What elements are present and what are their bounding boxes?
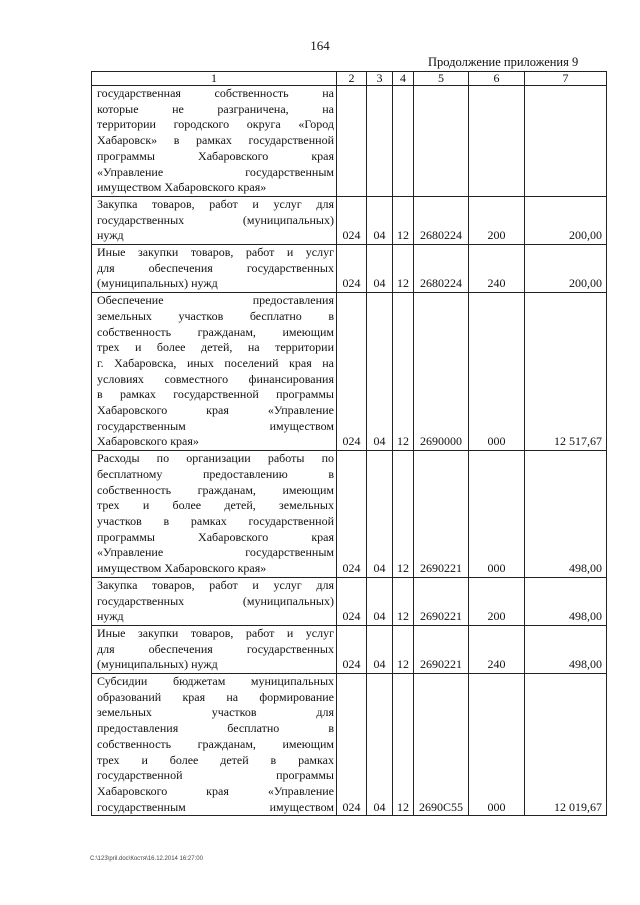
table-body [92,86,607,816]
cell-target-article: 2680224 [414,245,469,293]
description-line: собственность гражданам, имеющим [97,482,334,497]
cell-target-article: 2690221 [414,451,469,578]
description-line: образований края на формирование [97,689,334,704]
description-line: государственная собственность на [97,86,334,100]
description-line: государственных (муниципальных) [97,212,334,227]
header-col-2: 2 [337,72,367,86]
description-line: в рамках государственной программы [97,387,334,402]
table-row [92,196,607,244]
header-col-5: 5 [414,72,469,86]
file-path-footer: C:\123\pril.doc\Костя\16.12.2014 16:27:00 [90,856,203,862]
description-line: «Управление государственным [97,164,334,179]
cell-expense-type: 200 [469,577,525,625]
table-row [92,625,607,673]
cell-ministry-code: 024 [337,451,367,578]
cell-target-article [414,86,469,197]
header-col-4: 4 [393,72,414,86]
description-line: для обеспечения государственных [97,641,334,656]
description-line: земельных участков для [97,705,334,720]
table-row [92,245,607,293]
description-line: «Управление государственным [97,545,334,560]
description-line: Хабаровского края «Управление [97,403,334,418]
cell-expense-type [469,86,525,197]
cell-subsection-code: 12 [393,577,414,625]
cell-ministry-code [337,86,367,197]
budget-table [91,71,607,816]
header-col-6: 6 [469,72,525,86]
cell-section-code: 04 [367,196,393,244]
cell-subsection-code [393,86,414,197]
cell-ministry-code: 024 [337,625,367,673]
cell-amount: 200,00 [525,196,607,244]
cell-ministry-code: 024 [337,196,367,244]
cell-amount [525,86,607,197]
row-description [92,86,337,197]
description-line: Закупка товаров, работ и услуг для [97,196,334,211]
cell-amount: 498,00 [525,451,607,578]
description-line: г. Хабаровска, иных поселений края на [97,355,334,370]
cell-target-article: 2690221 [414,625,469,673]
description-line: трех и более детей в рамках [97,752,334,767]
description-line: Хабаровского края «Управление [97,783,334,798]
cell-amount: 12 019,67 [525,674,607,816]
cell-target-article: 2690С55 [414,674,469,816]
description-line: трех и более детей, земельных [97,498,334,513]
cell-subsection-code: 12 [393,196,414,244]
description-line: Обеспечение предоставления [97,293,334,308]
description-line: для обеспечения государственных [97,260,334,275]
cell-expense-type: 000 [469,451,525,578]
description-line: Расходы по организации работы по [97,451,334,466]
row-description [92,577,337,625]
description-line: Хабаровск» в рамках государственной [97,133,334,148]
cell-ministry-code: 024 [337,293,367,451]
appendix-continuation-label: Продолжение приложения 9 [428,55,579,69]
description-line: территории городского округа «Город [97,117,334,132]
description-line: программы Хабаровского края [97,529,334,544]
description-line: государственным имуществом [97,418,334,433]
description-line: имуществом Хабаровского края» [97,561,267,576]
cell-subsection-code: 12 [393,245,414,293]
cell-section-code: 04 [367,674,393,816]
row-description [92,196,337,244]
cell-section-code [367,86,393,197]
row-description [92,674,337,816]
description-line: нужд [97,609,124,624]
cell-target-article: 2680224 [414,196,469,244]
description-line: Иные закупки товаров, работ и услуг [97,245,334,260]
page-number: 164 [310,38,330,53]
description-line: бесплатному предоставлению в [97,466,334,481]
cell-amount: 498,00 [525,625,607,673]
description-line: государственных (муниципальных) [97,593,334,608]
description-line: государственным имуществом [97,799,334,814]
cell-subsection-code: 12 [393,674,414,816]
row-description [92,293,337,451]
cell-expense-type: 240 [469,625,525,673]
table-row [92,451,607,578]
cell-expense-type: 240 [469,245,525,293]
cell-subsection-code: 12 [393,293,414,451]
cell-expense-type: 000 [469,293,525,451]
cell-amount: 498,00 [525,577,607,625]
table-row [92,293,607,451]
table-row [92,674,607,816]
table-header-row [92,72,607,86]
description-line: собственность гражданам, имеющим [97,324,334,339]
description-line: Хабаровского края» [97,434,199,449]
description-line: Закупка товаров, работ и услуг для [97,577,334,592]
cell-ministry-code: 024 [337,674,367,816]
description-line: Субсидии бюджетам муниципальных [97,674,334,689]
cell-amount: 12 517,67 [525,293,607,451]
row-description [92,625,337,673]
description-line: нужд [97,228,124,243]
cell-subsection-code: 12 [393,451,414,578]
header-col-7: 7 [525,72,607,86]
description-line: трех и более детей, на территории [97,340,334,355]
description-line: собственность гражданам, имеющим [97,736,334,751]
description-line: предоставления бесплатно в [97,721,334,736]
header-col-1: 1 [92,72,337,86]
description-line: участков в рамках государственной [97,513,334,528]
cell-section-code: 04 [367,293,393,451]
cell-expense-type: 200 [469,196,525,244]
description-line: имуществом Хабаровского края» [97,180,267,195]
cell-section-code: 04 [367,451,393,578]
cell-ministry-code: 024 [337,245,367,293]
cell-target-article: 2690221 [414,577,469,625]
cell-target-article: 2690000 [414,293,469,451]
description-line: (муниципальных) нужд [97,657,218,672]
description-line: земельных участков бесплатно в [97,308,334,323]
row-description [92,451,337,578]
cell-ministry-code: 024 [337,577,367,625]
cell-section-code: 04 [367,625,393,673]
table-row [92,86,607,197]
cell-section-code: 04 [367,245,393,293]
description-line: Иные закупки товаров, работ и услуг [97,625,334,640]
header-col-3: 3 [367,72,393,86]
cell-amount: 200,00 [525,245,607,293]
row-description [92,245,337,293]
description-line: условиях совместного финансирования [97,371,334,386]
cell-subsection-code: 12 [393,625,414,673]
cell-expense-type: 000 [469,674,525,816]
description-line: которые не разграничена, на [97,101,334,116]
description-line: (муниципальных) нужд [97,276,218,291]
description-line: государственной программы [97,768,334,783]
cell-section-code: 04 [367,577,393,625]
description-line: программы Хабаровского края [97,148,334,163]
table-row [92,577,607,625]
